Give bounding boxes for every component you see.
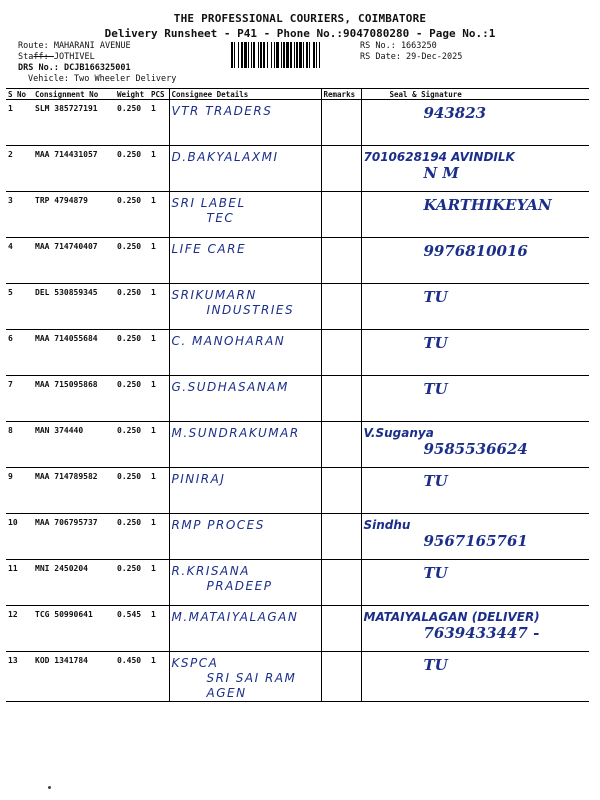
- row-pcs: 1: [149, 238, 169, 284]
- row-pcs: 1: [149, 468, 169, 514]
- row-signature: [361, 422, 589, 468]
- col-details: Consignee Details: [169, 89, 321, 100]
- col-signature: Seal & Signature: [361, 89, 589, 100]
- row-remarks: [321, 330, 361, 376]
- signature-mark: 9585536624: [423, 440, 528, 458]
- barcode-bar: [309, 42, 310, 68]
- row-signature: [361, 146, 589, 192]
- row-signature: [361, 606, 589, 652]
- table-row: [6, 652, 589, 702]
- row-consignee-details: [169, 606, 321, 652]
- barcode-bar: [303, 42, 304, 68]
- row-signature: [361, 514, 589, 560]
- table-row: [6, 376, 589, 422]
- barcode-bar: [296, 42, 298, 68]
- table-row: [6, 192, 589, 238]
- row-sno: 10: [6, 514, 33, 560]
- col-remarks: Remarks: [321, 89, 361, 100]
- row-consignee-details: [169, 422, 321, 468]
- row-remarks: [321, 192, 361, 238]
- signature-text: V.Suganya: [363, 426, 434, 440]
- row-pcs: 1: [149, 146, 169, 192]
- row-consignee-details: [169, 192, 321, 238]
- barcode-bar: [319, 42, 320, 68]
- consignee-name: M.MATAIYALAGAN: [171, 610, 299, 624]
- row-consignee-details: [169, 514, 321, 560]
- row-consignment-no: MAA 714740407: [33, 238, 115, 284]
- table-row: [6, 606, 589, 652]
- signature-mark: TU: [423, 288, 448, 306]
- table-row: [6, 560, 589, 606]
- row-consignment-no: MAA 714055684: [33, 330, 115, 376]
- row-remarks: [321, 376, 361, 422]
- row-signature: [361, 284, 589, 330]
- row-sno: 2: [6, 146, 33, 192]
- consignee-name: SRI LABEL: [171, 196, 246, 210]
- row-signature: [361, 330, 589, 376]
- row-sno: 12: [6, 606, 33, 652]
- row-consignee-details: [169, 330, 321, 376]
- row-remarks: [321, 284, 361, 330]
- row-pcs: 1: [149, 330, 169, 376]
- row-consignee-details: [169, 100, 321, 146]
- row-remarks: [321, 238, 361, 284]
- row-consignee-details: [169, 376, 321, 422]
- row-signature: [361, 376, 589, 422]
- row-sno: 3: [6, 192, 33, 238]
- barcode-bar: [251, 42, 252, 68]
- vehicle-type: Vehicle: Two Wheeler Delivery: [28, 74, 177, 84]
- barcode-bar: [241, 42, 243, 68]
- signature-mark: TU: [423, 334, 448, 352]
- row-weight: 0.250: [115, 468, 149, 514]
- staff-strike: ff:: [33, 52, 54, 62]
- signature-mark: 9567165761: [423, 532, 528, 550]
- row-weight: 0.250: [115, 330, 149, 376]
- rs-number: RS No.: 1663250: [360, 41, 437, 51]
- table-header-row: [6, 89, 589, 100]
- barcode-bar: [313, 42, 315, 68]
- row-consignment-no: TRP 4794879: [33, 192, 115, 238]
- signature-text: MATAIYALAGAN (DELIVER): [363, 610, 540, 624]
- consignee-name: G.SUDHASANAM: [171, 380, 289, 394]
- runsheet-subtitle: Delivery Runsheet - P41 - Phone No.:9047080280 - Page No.:1: [104, 27, 496, 40]
- row-signature: [361, 238, 589, 284]
- row-sno: 1: [6, 100, 33, 146]
- barcode-bar: [290, 42, 292, 68]
- row-weight: 0.545: [115, 606, 149, 652]
- table-row: [6, 330, 589, 376]
- row-consignment-no: KOD 1341784: [33, 652, 115, 702]
- table-row: [6, 100, 589, 146]
- row-sno: 4: [6, 238, 33, 284]
- barcode-bar: [283, 42, 285, 68]
- row-sno: 11: [6, 560, 33, 606]
- barcode-bar: [271, 42, 272, 68]
- signature-mark: 7639433447 -: [423, 624, 540, 642]
- barcode-bar: [316, 42, 317, 68]
- row-remarks: [321, 606, 361, 652]
- row-consignment-no: DEL 530859345: [33, 284, 115, 330]
- row-remarks: [321, 560, 361, 606]
- row-consignment-no: MAA 714431057: [33, 146, 115, 192]
- barcode-bar: [306, 42, 308, 68]
- row-sno: 6: [6, 330, 33, 376]
- row-weight: 0.250: [115, 514, 149, 560]
- row-remarks: [321, 514, 361, 560]
- row-weight: 0.250: [115, 238, 149, 284]
- barcode-bar: [238, 42, 239, 68]
- signature-mark: TU: [423, 472, 448, 490]
- row-sno: 9: [6, 468, 33, 514]
- signature-mark: TU: [423, 564, 448, 582]
- col-consignment: Consignment No: [33, 89, 115, 100]
- row-weight: 0.250: [115, 422, 149, 468]
- runsheet-table: [6, 88, 589, 702]
- row-signature: [361, 192, 589, 238]
- rs-date: RS Date: 29-Dec-2025: [360, 52, 463, 62]
- row-weight: 0.250: [115, 100, 149, 146]
- consignee-name: C. MANOHARAN: [171, 334, 286, 348]
- consignee-name-line2: PRADEEP: [206, 579, 273, 593]
- table-row: [6, 146, 589, 192]
- col-sno: S No: [6, 89, 33, 100]
- row-consignee-details: [169, 560, 321, 606]
- staff-name: JOTHIVEL: [53, 52, 95, 62]
- consignee-name: PINIRAJ: [171, 472, 226, 486]
- col-weight: Weight: [115, 89, 149, 100]
- row-sno: 5: [6, 284, 33, 330]
- row-pcs: 1: [149, 560, 169, 606]
- row-consignment-no: SLM 385727191: [33, 100, 115, 146]
- row-consignment-no: MAN 374440: [33, 422, 115, 468]
- barcode-bar: [263, 42, 265, 68]
- row-consignment-no: MNI 2450204: [33, 560, 115, 606]
- consignee-name: SRIKUMARN: [171, 288, 257, 302]
- staff-label: [18, 52, 95, 62]
- signature-text: 7010628194 AVINDILK: [363, 150, 515, 164]
- row-pcs: 1: [149, 514, 169, 560]
- signature-mark: 943823: [423, 104, 487, 122]
- row-consignment-no: TCG 50990641: [33, 606, 115, 652]
- consignee-name: KSPCA: [171, 656, 219, 670]
- row-pcs: 1: [149, 284, 169, 330]
- scan-dot: [48, 786, 51, 789]
- barcode-bar: [294, 42, 295, 68]
- barcode-bar: [299, 42, 302, 68]
- row-pcs: 1: [149, 100, 169, 146]
- barcode-bar: [274, 42, 275, 68]
- row-consignment-no: MAA 714789582: [33, 468, 115, 514]
- barcode-bar: [234, 42, 235, 68]
- table-row: [6, 284, 589, 330]
- row-consignee-details: [169, 238, 321, 284]
- barcode-bar: [276, 42, 279, 68]
- signature-mark: TU: [423, 380, 448, 398]
- consignee-name: R.KRISANA: [171, 564, 250, 578]
- row-weight: 0.250: [115, 192, 149, 238]
- table-row: [6, 514, 589, 560]
- barcode-bar: [267, 42, 268, 68]
- table-row: [6, 238, 589, 284]
- signature-mark: KARTHIKEYAN: [423, 196, 552, 214]
- row-consignee-details: [169, 652, 321, 702]
- row-remarks: [321, 652, 361, 702]
- consignee-name-line2: SRI SAI RAM AGEN: [206, 671, 297, 700]
- barcode-bar: [253, 42, 255, 68]
- row-consignee-details: [169, 146, 321, 192]
- signature-mark: 9976810016: [423, 242, 528, 260]
- consignee-name: M.SUNDRAKUMAR: [171, 426, 300, 440]
- row-consignment-no: MAA 715095868: [33, 376, 115, 422]
- row-consignee-details: [169, 284, 321, 330]
- row-consignee-details: [169, 468, 321, 514]
- row-weight: 0.250: [115, 146, 149, 192]
- row-weight: 0.250: [115, 560, 149, 606]
- row-sno: 8: [6, 422, 33, 468]
- table-row: [6, 468, 589, 514]
- row-consignment-no: MAA 706795737: [33, 514, 115, 560]
- row-pcs: 1: [149, 606, 169, 652]
- consignee-name: LIFE CARE: [171, 242, 247, 256]
- barcode-bar: [260, 42, 262, 68]
- barcode-bar: [248, 42, 249, 68]
- row-pcs: 1: [149, 422, 169, 468]
- row-signature: [361, 560, 589, 606]
- row-pcs: 1: [149, 192, 169, 238]
- row-signature: [361, 652, 589, 702]
- row-weight: 0.250: [115, 284, 149, 330]
- row-sno: 7: [6, 376, 33, 422]
- consignee-name: D.BAKYALAXMI: [171, 150, 279, 164]
- row-remarks: [321, 100, 361, 146]
- row-remarks: [321, 468, 361, 514]
- barcode-bar: [244, 42, 247, 68]
- signature-mark: TU: [423, 656, 448, 674]
- barcode-bar: [231, 42, 233, 68]
- consignee-name: RMP PROCES: [171, 518, 265, 532]
- consignee-name: VTR TRADERS: [171, 104, 273, 118]
- consignee-name-line2: TEC: [206, 211, 235, 225]
- company-title: THE PROFESSIONAL COURIERS, COIMBATORE: [173, 12, 427, 25]
- row-sno: 13: [6, 652, 33, 702]
- row-weight: 0.450: [115, 652, 149, 702]
- barcode-bar: [281, 42, 282, 68]
- row-pcs: 1: [149, 376, 169, 422]
- col-pcs: PCS: [149, 89, 169, 100]
- barcode: [231, 42, 355, 68]
- table-row: [6, 422, 589, 468]
- route-label: Route: MAHARANI AVENUE: [18, 41, 131, 51]
- row-signature: [361, 100, 589, 146]
- staff-prefix: Sta: [18, 52, 34, 62]
- consignee-name-line2: INDUSTRIES: [206, 303, 295, 317]
- signature-text: Sindhu: [363, 518, 411, 532]
- barcode-bar: [258, 42, 259, 68]
- row-remarks: [321, 146, 361, 192]
- signature-mark: N M: [423, 164, 460, 182]
- row-weight: 0.250: [115, 376, 149, 422]
- barcode-bar: [286, 42, 289, 68]
- row-remarks: [321, 422, 361, 468]
- drs-number: DRS No.: DCJB166325001: [18, 63, 131, 73]
- row-pcs: 1: [149, 652, 169, 702]
- row-signature: [361, 468, 589, 514]
